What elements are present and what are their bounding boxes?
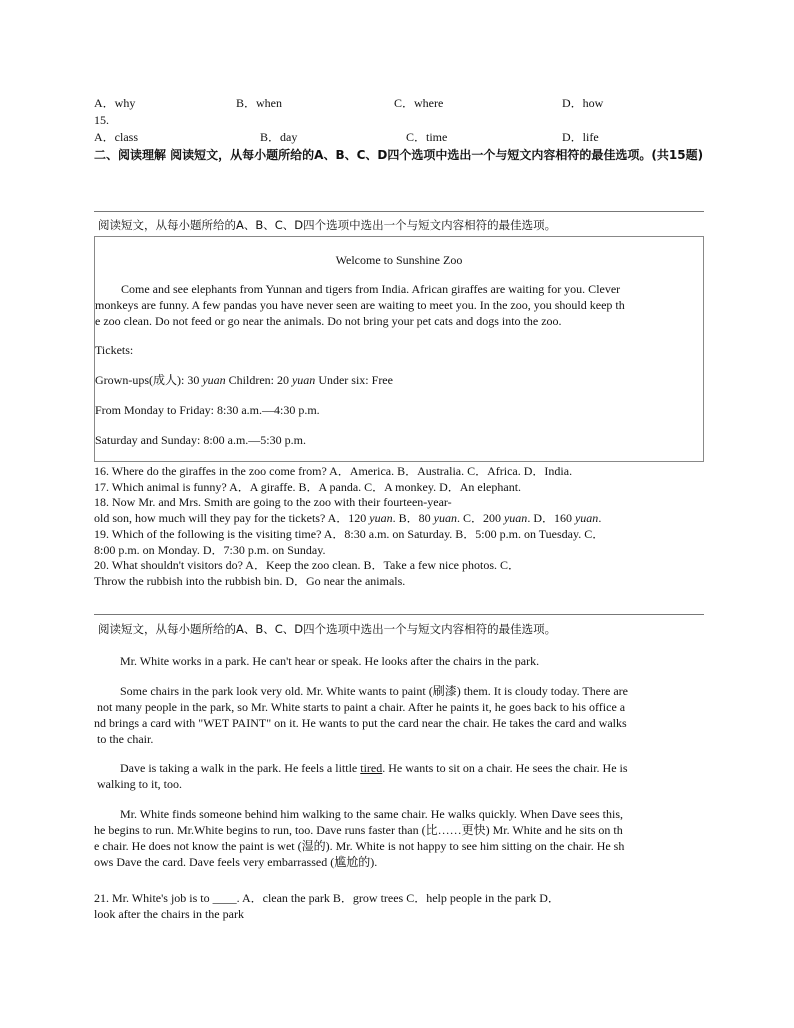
q14-option-c: C．where xyxy=(394,96,444,110)
weekday-hours: From Monday to Friday: 8:30 a.m.—4:30 p.m. xyxy=(95,403,320,417)
divider xyxy=(94,614,704,615)
passage2-paragraph-2: to the chair. xyxy=(97,732,154,746)
zoo-title: Welcome to Sunshine Zoo xyxy=(335,253,463,267)
question-19: 19. Which of the following is the visiting time? A．8:30 a.m. on Saturday. B．5:00 p.m. on Tuesday. C． xyxy=(94,527,605,541)
tickets-label: Tickets: xyxy=(95,343,134,357)
question-17: 17. Which animal is funny? A．A giraffe. B．A panda. C．A monkey. D．An elephant. xyxy=(94,480,522,494)
passage2-paragraph-4: Mr. White finds someone behind him walking to the same chair. He walks quickly. When Dave sees this, xyxy=(120,807,624,821)
question-21-cont: look after the chairs in the park xyxy=(94,907,244,921)
zoo-body-line: monkeys are funny. A few pandas you have never seen are waiting to meet you. In the zoo, you should keep th xyxy=(95,298,625,312)
question-18: 18. Now Mr. and Mrs. Smith are going to the zoo with their fourteen-year- xyxy=(94,495,452,509)
q14-option-d: D．how xyxy=(562,96,604,110)
zoo-body-line: e zoo clean. Do not feed or go near the animals. Do not bring your pet cats and dogs into the zoo. xyxy=(95,314,562,328)
zoo-body-line: Come and see elephants from Yunnan and tigers from India. African giraffes are waiting for you. Clever xyxy=(121,282,621,296)
passage2-instruction: 阅读短文，从每小题所给的A、B、C、D四个选项中选出一个与短文内容相符的最佳选项。 xyxy=(98,622,557,636)
passage2-paragraph-3: Dave is taking a walk in the park. He feels a little tired. He wants to sit on a chair. He sees the chair. He is xyxy=(120,761,628,775)
passage2-paragraph-2: not many people in the park, so Mr. White starts to paint a chair. After he paints it, he goes back to his office a xyxy=(97,700,626,714)
question-21: 21. Mr. White's job is to ____. A．clean the park B．grow trees C．help people in the park D． xyxy=(94,891,560,905)
passage2-paragraph-2: Some chairs in the park look very old. Mr. White wants to paint (刷漆) them. It is cloudy today. There are xyxy=(120,684,628,698)
passage1-instruction: 阅读短文，从每小题所给的A、B、C、D四个选项中选出一个与短文内容相符的最佳选项。 xyxy=(98,218,557,232)
section-title: 二、阅读理解 阅读短文，从每小题所给的A、B、C、D四个选项中选出一个与短文内容相符的最佳选项。(共15题) xyxy=(94,148,704,162)
q15-option-d: D．life xyxy=(562,130,599,144)
question-18-cont: old son, how much will they pay for the tickets? A．120 yuan. B．80 yuan. C．200 yuan. D．160 yuan. xyxy=(94,511,602,525)
question-19-cont: 8:00 p.m. on Monday. D．7:30 p.m. on Sunday. xyxy=(94,543,326,557)
q14-option-a: A．why xyxy=(94,96,136,110)
ticket-prices: Grown-ups(成人): 30 yuan Children: 20 yuan Under six: Free xyxy=(95,373,393,387)
passage2-paragraph-4: e chair. He does not know the paint is wet (湿的). Mr. White is not happy to see him sitting on the chair. He sh xyxy=(94,839,625,853)
passage2-paragraph-2: nd brings a card with "WET PAINT" on it. He wants to put the card near the chair. He takes the card and walks xyxy=(94,716,627,730)
question-20-cont: Throw the rubbish into the rubbish bin. D．Go near the animals. xyxy=(94,574,406,588)
passage2-paragraph-3: walking to it, too. xyxy=(97,777,182,791)
divider xyxy=(94,211,704,212)
weekend-hours: Saturday and Sunday: 8:00 a.m.—5:30 p.m. xyxy=(95,433,306,447)
q15-option-a: A．class xyxy=(94,130,138,144)
q15-option-c: C．time xyxy=(406,130,448,144)
q14-option-b: B．when xyxy=(236,96,282,110)
passage2-paragraph-4: ows Dave the card. Dave feels very embarrassed (尴尬的). xyxy=(94,855,378,869)
underlined-word: tired xyxy=(360,761,383,775)
question-16: 16. Where do the giraffes in the zoo come from? A．America. B．Australia. C．Africa. D．India. xyxy=(94,464,573,478)
passage2-paragraph-4: he begins to run. Mr.White begins to run, too. Dave runs faster than (比……更快) Mr. White and he sits on th xyxy=(94,823,623,837)
question-20: 20. What shouldn't visitors do? A．Keep the zoo clean. B．Take a few nice photos. C． xyxy=(94,558,521,572)
q15-number: 15. xyxy=(94,113,109,127)
passage2-paragraph-1: Mr. White works in a park. He can't hear or speak. He looks after the chairs in the park. xyxy=(120,654,540,668)
q15-option-b: B．day xyxy=(260,130,298,144)
zoo-notice-box xyxy=(94,236,704,462)
